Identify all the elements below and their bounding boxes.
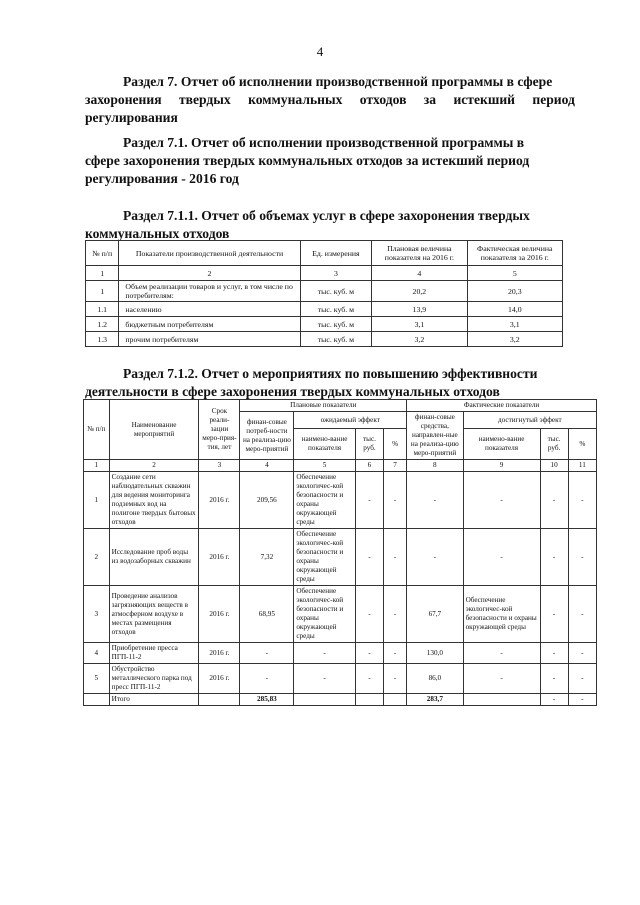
planned-value: 3,1: [372, 317, 467, 332]
section-7-heading: [85, 73, 575, 127]
achieved-effect: -: [463, 643, 540, 664]
expected-pct: -: [384, 643, 407, 664]
heading-line: коммунальных отходов: [85, 226, 230, 241]
achieved-effect: -: [463, 664, 540, 694]
actual-finance: 67,7: [407, 586, 463, 643]
column-header: № п/п: [84, 400, 110, 460]
total-cell: [84, 694, 110, 706]
table-row: [84, 643, 597, 664]
section-7-1-heading: [85, 134, 575, 188]
column-number: 5: [467, 266, 562, 281]
total-label: Итого: [109, 694, 199, 706]
total-cell: [199, 694, 240, 706]
column-number: 4: [240, 460, 294, 472]
column-group-header: Фактические показатели: [407, 400, 597, 412]
row-number: 1: [86, 281, 119, 302]
measure-name: Создание сети наблюдательных скважин для ведения мониторинга подземных вод на полигоне твердых бытовых отходов: [109, 472, 199, 529]
row-number: 4: [84, 643, 110, 664]
term: 2016 г.: [199, 586, 240, 643]
column-number: 10: [540, 460, 568, 472]
table-row: [84, 529, 597, 586]
section-7-1-2-heading: [85, 365, 575, 401]
term: 2016 г.: [199, 664, 240, 694]
expected-effect: Обеспечение экологичес-кой безопасности и охраны окружающей среды: [294, 529, 356, 586]
column-header: наимено-вание показателя: [463, 429, 540, 460]
column-number: 11: [568, 460, 596, 472]
row-number: 1: [84, 472, 110, 529]
actual-finance: 130,0: [407, 643, 463, 664]
column-number: 3: [300, 266, 372, 281]
expected-rub: -: [355, 472, 383, 529]
row-number: 5: [84, 664, 110, 694]
total-cell: [463, 694, 540, 706]
achieved-effect: Обеспечение экологичес-кой безопасности и охраны окружающей среды: [463, 586, 540, 643]
expected-rub: -: [355, 643, 383, 664]
word: за: [423, 92, 437, 107]
column-number: 6: [355, 460, 383, 472]
table-header-row: [86, 241, 563, 266]
table-row: [84, 664, 597, 694]
word: отходов: [359, 92, 407, 107]
total-planned-finance: 285,83: [240, 694, 294, 706]
column-number: 1: [84, 460, 110, 472]
expected-rub: -: [355, 586, 383, 643]
column-number-row: [86, 266, 563, 281]
row-number: 1.1: [86, 302, 119, 317]
column-header: № п/п: [86, 241, 119, 266]
actual-finance: -: [407, 472, 463, 529]
heading-line: Раздел 7. Отчет об исполнении производственной программы в сфере: [123, 74, 553, 89]
expected-rub: -: [355, 529, 383, 586]
column-number: 9: [463, 460, 540, 472]
actual-finance: 86,0: [407, 664, 463, 694]
unit: тыс. куб. м: [300, 332, 372, 347]
table-row: [84, 472, 597, 529]
column-header: Ед. измерения: [300, 241, 372, 266]
planned-finance: 68,95: [240, 586, 294, 643]
column-number: 2: [109, 460, 199, 472]
expected-rub: -: [355, 664, 383, 694]
actual-value: 3,2: [467, 332, 562, 347]
expected-effect: Обеспечение экологичес-кой безопасности и охраны окружающей среды: [294, 472, 356, 529]
unit: тыс. куб. м: [300, 317, 372, 332]
column-header: финан-совые потреб-ности на реализа-цию меро-приятий: [240, 412, 294, 460]
services-volume-table: [85, 240, 563, 347]
table-row: [86, 317, 563, 332]
actual-value: 20,3: [467, 281, 562, 302]
row-number: 2: [84, 529, 110, 586]
term: 2016 г.: [199, 472, 240, 529]
planned-value: 13,9: [372, 302, 467, 317]
column-header: финан-совые средства, направлен-ные на реализа-цию меро-приятий: [407, 412, 463, 460]
column-number: 3: [199, 460, 240, 472]
planned-finance: 209,56: [240, 472, 294, 529]
column-header: тыс. руб.: [540, 429, 568, 460]
actual-value: 3,1: [467, 317, 562, 332]
total-cell: [355, 694, 383, 706]
total-row: [84, 694, 597, 706]
achieved-rub: -: [540, 586, 568, 643]
measure-name: Проведение анализов загрязняющих веществ в атмосферном воздухе в местах размещения отходов: [109, 586, 199, 643]
indicator-name: населению: [119, 302, 300, 317]
heading-line: [85, 91, 575, 109]
heading-line: регулирования - 2016 год: [85, 171, 239, 186]
achieved-rub: -: [540, 472, 568, 529]
column-group-header: ожидаемый эффект: [294, 412, 407, 429]
total-cell: [384, 694, 407, 706]
column-number: 1: [86, 266, 119, 281]
column-number: 8: [407, 460, 463, 472]
total-actual-finance: 283,7: [407, 694, 463, 706]
column-header: Плановая величина показателя на 2016 г.: [372, 241, 467, 266]
expected-pct: -: [384, 472, 407, 529]
measure-name: Приобретение пресса ПГП-11-2: [109, 643, 199, 664]
total-cell: -: [568, 694, 596, 706]
planned-finance: -: [240, 664, 294, 694]
indicator-name: Объем реализации товаров и услуг, в том числе по потребителям:: [119, 281, 300, 302]
table-row: [86, 332, 563, 347]
column-group-header: Плановые показатели: [240, 400, 407, 412]
measure-name: Обустройство металлического парка под пресс ПГП-11-2: [109, 664, 199, 694]
heading-line: Раздел 7.1.1. Отчет об объемах услуг в сфере захоронения твердых: [123, 208, 530, 223]
achieved-pct: -: [568, 643, 596, 664]
achieved-effect: -: [463, 472, 540, 529]
table-header-row: [84, 400, 597, 412]
planned-finance: 7,32: [240, 529, 294, 586]
term: 2016 г.: [199, 529, 240, 586]
row-number: 1.2: [86, 317, 119, 332]
expected-effect: -: [294, 664, 356, 694]
column-header: наимено-вание показателя: [294, 429, 356, 460]
heading-line: Раздел 7.1. Отчет об исполнении производственной программы в: [123, 135, 525, 150]
total-cell: -: [540, 694, 568, 706]
achieved-pct: -: [568, 529, 596, 586]
heading-line: регулирования: [85, 110, 178, 125]
achieved-pct: -: [568, 586, 596, 643]
column-number: 2: [119, 266, 300, 281]
table-row: [84, 586, 597, 643]
indicator-name: бюджетным потребителям: [119, 317, 300, 332]
expected-pct: -: [384, 664, 407, 694]
column-number: 5: [294, 460, 356, 472]
expected-pct: -: [384, 586, 407, 643]
unit: тыс. куб. м: [300, 281, 372, 302]
column-header: Наименование мероприятий: [109, 400, 199, 460]
unit: тыс. куб. м: [300, 302, 372, 317]
row-number: 1.3: [86, 332, 119, 347]
word: период: [532, 92, 575, 107]
word: захоронения: [85, 92, 162, 107]
page-number: 4: [316, 44, 324, 59]
heading-line: деятельности в сфере захоронения твердых коммунальных отходов: [85, 384, 500, 399]
table-row: [86, 302, 563, 317]
measures-table: [83, 399, 597, 706]
expected-effect: -: [294, 643, 356, 664]
planned-value: 20,2: [372, 281, 467, 302]
achieved-rub: -: [540, 529, 568, 586]
column-header: %: [568, 429, 596, 460]
heading-line: Раздел 7.1.2. Отчет о мероприятиях по повышению эффективности: [123, 366, 538, 381]
achieved-pct: -: [568, 472, 596, 529]
total-cell: [294, 694, 356, 706]
measure-name: Исследование проб воды из водозаборных скважин: [109, 529, 199, 586]
achieved-pct: -: [568, 664, 596, 694]
achieved-rub: -: [540, 643, 568, 664]
table-row: [86, 281, 563, 302]
column-header: %: [384, 429, 407, 460]
term: 2016 г.: [199, 643, 240, 664]
indicator-name: прочим потребителям: [119, 332, 300, 347]
expected-pct: -: [384, 529, 407, 586]
actual-value: 14,0: [467, 302, 562, 317]
achieved-rub: -: [540, 664, 568, 694]
word: коммунальных: [248, 92, 343, 107]
word: твердых: [178, 92, 231, 107]
row-number: 3: [84, 586, 110, 643]
expected-effect: Обеспечение экологичес-кой безопасности и охраны окружающей среды: [294, 586, 356, 643]
achieved-effect: -: [463, 529, 540, 586]
word: истекший: [453, 92, 515, 107]
heading-line: сфере захоронения твердых коммунальных отходов за истекший период: [85, 153, 530, 168]
section-7-1-1-heading: [85, 207, 575, 243]
column-number-row: [84, 460, 597, 472]
column-header: Фактическая величина показателя за 2016 г.: [467, 241, 562, 266]
planned-finance: -: [240, 643, 294, 664]
planned-value: 3,2: [372, 332, 467, 347]
column-group-header: достигнутый эффект: [463, 412, 596, 429]
column-header: тыс. руб.: [355, 429, 383, 460]
column-number: 4: [372, 266, 467, 281]
column-number: 7: [384, 460, 407, 472]
actual-finance: -: [407, 529, 463, 586]
column-header: Показатели производственной деятельности: [119, 241, 300, 266]
column-header: Срок реали-зации меро-прия-тия, лет: [199, 400, 240, 460]
